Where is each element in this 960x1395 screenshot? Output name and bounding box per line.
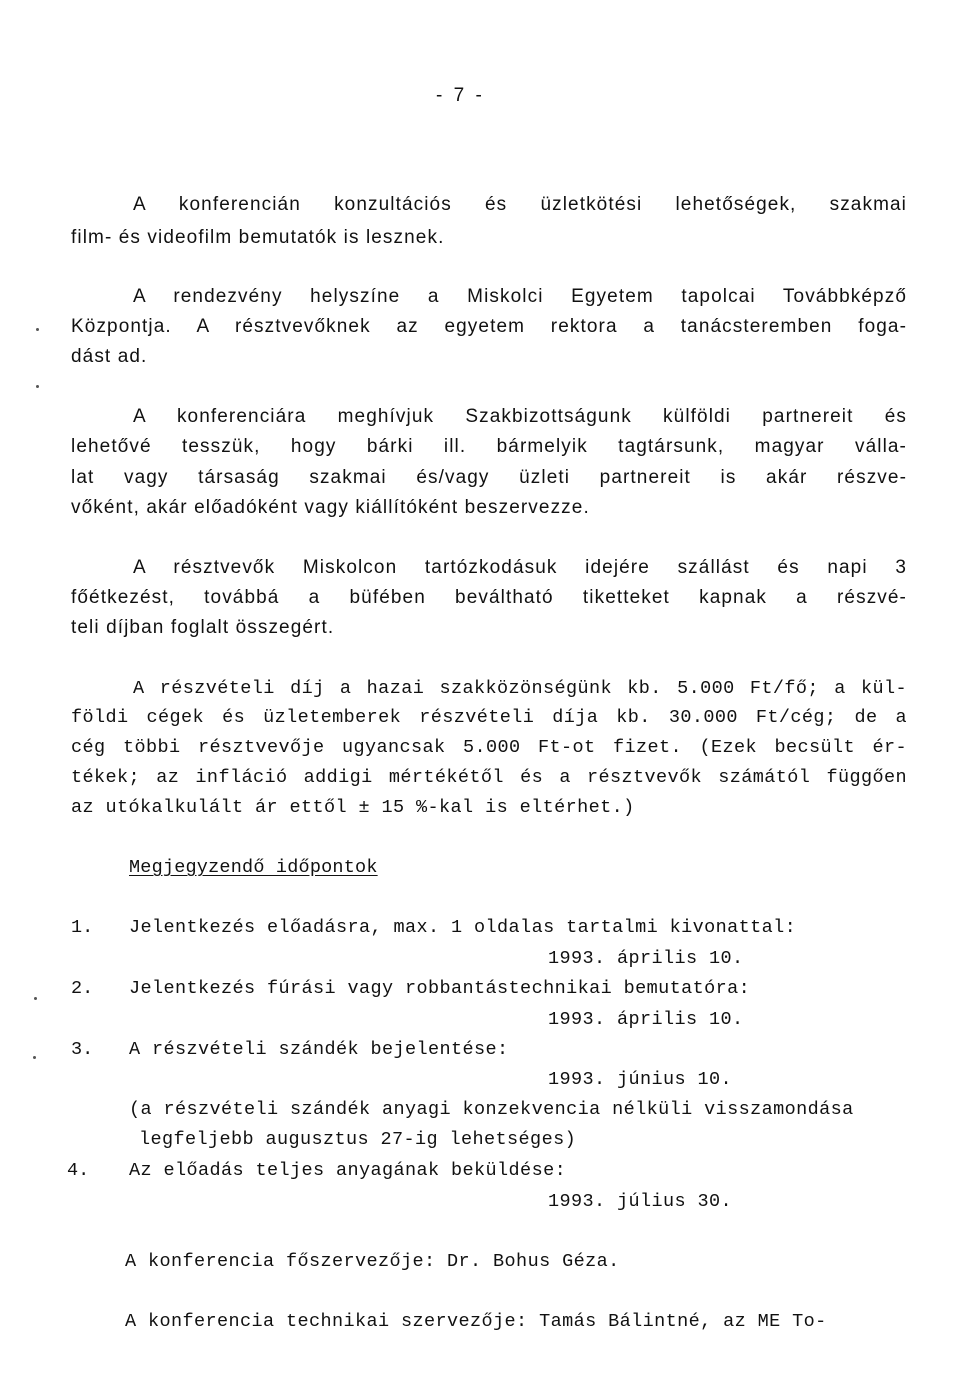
paragraph-line: film- és videofilm bemutatók is lesznek. — [71, 227, 445, 248]
scan-speck — [33, 1056, 36, 1059]
paragraph-line: főétkezést, továbbá a büfében beváltható tiketteket kapnak a részvé- — [71, 587, 907, 608]
list-item-number: 1. — [71, 917, 94, 938]
paragraph-line: teli díjban foglalt összegért. — [71, 617, 335, 638]
list-item-date: 1993. április 10. — [548, 1009, 744, 1030]
page-number: - 7 - — [436, 85, 485, 106]
list-item-note: (a részvételi szándék anyagi konzekvencia nélküli visszamondása — [129, 1099, 854, 1120]
paragraph-line: dást ad. — [71, 346, 148, 367]
scan-speck — [34, 997, 37, 1000]
paragraph-line: az utókalkulált ár ettől ± 15 %-kal is eltérhet.) — [71, 797, 635, 818]
scan-speck — [36, 328, 39, 331]
paragraph-line: cég többi résztvevője ugyancsak 5.000 Ft-ot fizet. (Ezek becsült ér- — [71, 737, 907, 758]
main-organizer: A konferencia főszervezője: Dr. Bohus Géza. — [125, 1251, 620, 1272]
list-item-label: Jelentkezés előadásra, max. 1 oldalas tartalmi kivonattal: — [129, 917, 797, 938]
list-item-label: Az előadás teljes anyagának beküldése: — [129, 1160, 567, 1181]
list-item-number: 2. — [71, 978, 94, 999]
paragraph-line: A részvételi díj a hazai szakközönségünk kb. 5.000 Ft/fő; a kül- — [133, 678, 907, 699]
technical-organizer: A konferencia technikai szervezője: Tamás Bálintné, az ME To- — [125, 1311, 827, 1332]
list-item-date: 1993. április 10. — [548, 948, 744, 969]
paragraph-line: lehetővé tesszük, hogy bárki ill. bármelyik tagtársunk, magyar válla- — [71, 436, 907, 457]
paragraph-line: vőként, akár előadóként vagy kiállítóként beszervezze. — [71, 497, 590, 518]
paragraph-line: tékek; az infláció addigi mértékétől és a résztvevők számától függően — [71, 767, 907, 788]
paragraph-line: A konferenciára meghívjuk Szakbizottságunk külföldi partnereit és — [133, 406, 907, 427]
paragraph-line: A konferencián konzultációs és üzletkötési lehetőségek, szakmai — [133, 194, 907, 215]
list-item-number: 3. — [71, 1039, 94, 1060]
paragraph-line: Központja. A résztvevőknek az egyetem rektora a tanácsteremben foga- — [71, 316, 907, 337]
list-item-label: A részvételi szándék bejelentése: — [129, 1039, 509, 1060]
list-item-date: 1993. július 30. — [548, 1191, 733, 1212]
list-item-number: 4. — [67, 1160, 90, 1181]
paragraph-line: földi cégek és üzletemberek részvételi díja kb. 30.000 Ft/cég; de a — [71, 707, 907, 728]
paragraph-line: lat vagy társaság szakmai és/vagy üzleti partnereit is akár részve- — [71, 467, 907, 488]
dates-heading: Megjegyzendő időpontok — [129, 857, 378, 878]
list-item-label: Jelentkezés fúrási vagy robbantástechnikai bemutatóra: — [129, 978, 751, 999]
list-item-date: 1993. június 10. — [548, 1069, 733, 1090]
scan-speck — [36, 385, 39, 388]
paragraph-line: A résztvevők Miskolcon tartózkodásuk idejére szállást és napi 3 — [133, 557, 907, 578]
paragraph-line: A rendezvény helyszíne a Miskolci Egyetem tapolcai Továbbképző — [133, 286, 907, 307]
list-item-note: legfeljebb augusztus 27-ig lehetséges) — [139, 1129, 577, 1150]
